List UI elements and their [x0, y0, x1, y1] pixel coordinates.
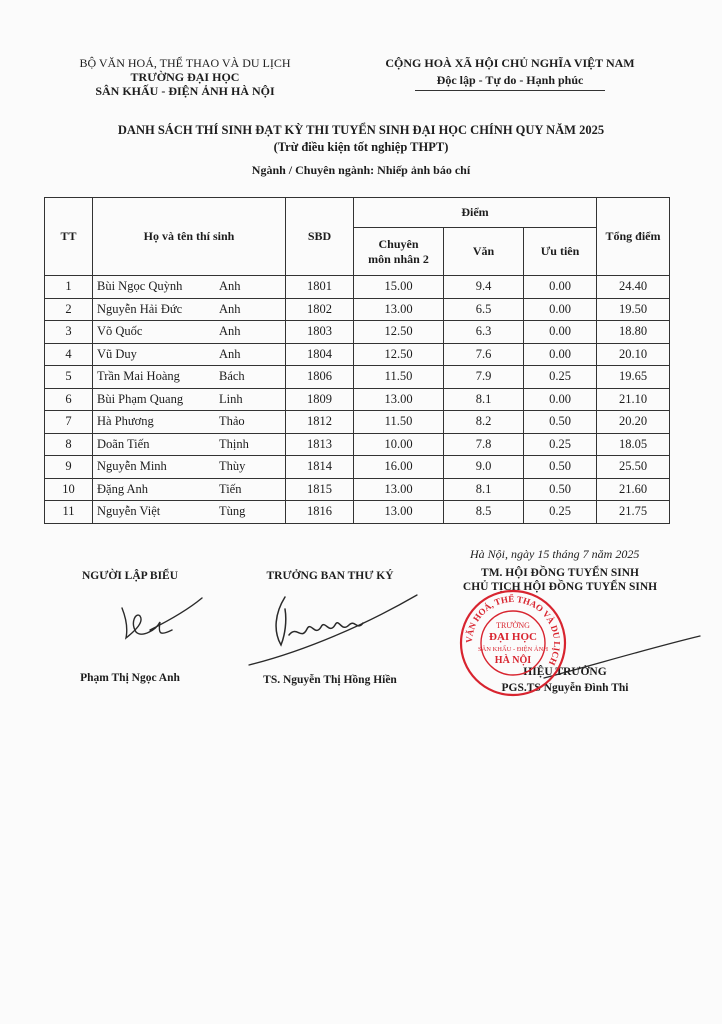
score-total: 20.20: [597, 411, 670, 434]
seal-ring-text: VĂN HOÁ, THỂ THAO VÀ DU LỊCH: [463, 593, 563, 667]
candidate-surname: Vũ Duy: [97, 346, 137, 361]
ministry-name: BỘ VĂN HOÁ, THỂ THAO VÀ DU LỊCH: [79, 56, 291, 70]
score-literature: 8.1: [444, 388, 524, 411]
score-literature: 8.2: [444, 411, 524, 434]
score-specialty: 11.50: [354, 366, 444, 389]
score-specialty: 13.00: [354, 501, 444, 524]
header-specialty: Chuyên môn nhân 2: [354, 228, 444, 276]
candidate-given-name: Thùy: [219, 459, 246, 474]
candidate-surname: Nguyễn Minh: [97, 459, 167, 474]
row-number: 2: [45, 298, 93, 321]
score-literature: 7.8: [444, 433, 524, 456]
candidate-sbd: 1812: [286, 411, 354, 434]
country-name: CỘNG HOÀ XÃ HỘI CHỦ NGHĨA VIỆT NAM: [385, 56, 635, 70]
candidate-given-name: Anh: [219, 279, 241, 294]
score-specialty: 10.00: [354, 433, 444, 456]
candidate-given-name: Anh: [219, 301, 241, 316]
candidate-name: [93, 501, 286, 524]
table-row: [45, 388, 670, 411]
candidate-surname: Bùi Ngọc Quỳnh: [97, 279, 183, 294]
score-literature: 9.4: [444, 276, 524, 299]
candidate-surname: Bùi Phạm Quang: [97, 391, 184, 406]
table-row: [45, 366, 670, 389]
score-total: 18.05: [597, 433, 670, 456]
table-row: [45, 501, 670, 524]
score-priority: 0.25: [524, 433, 597, 456]
score-literature: 7.6: [444, 343, 524, 366]
candidate-surname: Doãn Tiến: [97, 436, 150, 451]
row-number: 10: [45, 478, 93, 501]
document-title: DANH SÁCH THÍ SINH ĐẠT KỲ THI TUYỂN SINH ĐẠI HỌC CHÍNH QUY NĂM 2025: [117, 123, 605, 137]
score-literature: 8.5: [444, 501, 524, 524]
candidate-name: [93, 298, 286, 321]
score-specialty: 15.00: [354, 276, 444, 299]
score-specialty: 11.50: [354, 411, 444, 434]
header-name: Họ và tên thí sinh: [93, 198, 286, 276]
rector-name: PGS.TS Nguyễn Đình Thi: [501, 682, 629, 694]
table-row: [45, 321, 670, 344]
score-priority: 0.50: [524, 456, 597, 479]
header-score-group: Điểm: [354, 198, 597, 228]
score-literature: 6.3: [444, 321, 524, 344]
preparer-signature: [100, 590, 210, 650]
candidate-surname: Nguyễn Việt: [97, 504, 161, 519]
secretary-name: TS. Nguyễn Thị Hồng Hiền: [263, 674, 397, 686]
score-literature: 7.9: [444, 366, 524, 389]
council-title-line1: TM. HỘI ĐỒNG TUYỂN SINH: [481, 567, 639, 579]
score-literature: 6.5: [444, 298, 524, 321]
score-specialty: 13.00: [354, 388, 444, 411]
row-number: 7: [45, 411, 93, 434]
seal-line1: TRƯỜNG: [496, 621, 530, 630]
row-number: 9: [45, 456, 93, 479]
header-priority: Ưu tiên: [524, 228, 597, 276]
candidate-given-name: Bách: [219, 369, 245, 384]
header-literature: Văn: [444, 228, 524, 276]
table-row: [45, 298, 670, 321]
preparer-title: NGƯỜI LẬP BIỂU: [81, 570, 179, 582]
candidate-surname: Võ Quốc: [97, 324, 143, 339]
row-number: 8: [45, 433, 93, 456]
candidate-name: [93, 321, 286, 344]
admission-table: [44, 197, 670, 524]
major-line: Ngành / Chuyên ngành: Nhiếp ảnh báo chí: [251, 163, 471, 177]
row-number: 4: [45, 343, 93, 366]
table-row: [45, 456, 670, 479]
national-motto: Độc lập - Tự do - Hạnh phúc: [415, 72, 606, 91]
table-row: [45, 276, 670, 299]
official-seal: [458, 588, 568, 698]
candidate-given-name: Linh: [219, 391, 243, 406]
candidate-given-name: Thịnh: [219, 436, 249, 451]
signing-date: Hà Nội, ngày 15 tháng 7 năm 2025: [470, 547, 640, 561]
score-specialty: 13.00: [354, 478, 444, 501]
score-specialty: 16.00: [354, 456, 444, 479]
council-title-line2: CHỦ TỊCH HỘI ĐỒNG TUYỂN SINH: [462, 581, 658, 593]
table-row: [45, 343, 670, 366]
score-priority: 0.00: [524, 298, 597, 321]
candidate-sbd: 1806: [286, 366, 354, 389]
score-total: 20.10: [597, 343, 670, 366]
row-number: 11: [45, 501, 93, 524]
candidate-name: [93, 433, 286, 456]
row-number: 6: [45, 388, 93, 411]
score-priority: 0.00: [524, 321, 597, 344]
rector-title: HIỆU TRƯỞNG: [523, 666, 607, 678]
candidate-given-name: Thảo: [219, 414, 245, 429]
score-priority: 0.25: [524, 366, 597, 389]
score-total: 21.60: [597, 478, 670, 501]
seal-line4: HÀ NỘI: [494, 655, 532, 666]
candidate-given-name: Tùng: [219, 504, 246, 519]
score-specialty: 13.00: [354, 298, 444, 321]
school-name-line1: TRƯỜNG ĐẠI HỌC: [130, 70, 240, 84]
candidate-name: [93, 366, 286, 389]
score-specialty: 12.50: [354, 343, 444, 366]
score-specialty: 12.50: [354, 321, 444, 344]
candidate-name: [93, 343, 286, 366]
score-total: 21.75: [597, 501, 670, 524]
document-subtitle: (Trừ điều kiện tốt nghiệp THPT): [273, 140, 449, 154]
table-row: [45, 411, 670, 434]
national-heading: [380, 55, 640, 91]
table-row: [45, 478, 670, 501]
candidate-sbd: 1801: [286, 276, 354, 299]
score-total: 19.65: [597, 366, 670, 389]
score-total: 19.50: [597, 298, 670, 321]
candidate-sbd: 1809: [286, 388, 354, 411]
candidate-name: [93, 478, 286, 501]
score-priority: 0.25: [524, 501, 597, 524]
header-tt: TT: [45, 198, 93, 276]
score-priority: 0.00: [524, 388, 597, 411]
seal-line2: ĐẠI HỌC: [489, 631, 537, 643]
score-priority: 0.50: [524, 478, 597, 501]
score-total: 24.40: [597, 276, 670, 299]
score-total: 21.10: [597, 388, 670, 411]
candidate-sbd: 1814: [286, 456, 354, 479]
table-row: [45, 433, 670, 456]
preparer-name: Phạm Thị Ngọc Anh: [80, 672, 180, 684]
candidate-sbd: 1802: [286, 298, 354, 321]
candidate-sbd: 1813: [286, 433, 354, 456]
secretary-title: TRƯỞNG BAN THƯ KÝ: [266, 570, 394, 582]
candidate-sbd: 1815: [286, 478, 354, 501]
row-number: 5: [45, 366, 93, 389]
row-number: 3: [45, 321, 93, 344]
candidate-given-name: Anh: [219, 324, 241, 339]
score-priority: 0.00: [524, 343, 597, 366]
candidate-surname: Đặng Anh: [97, 481, 149, 496]
score-priority: 0.00: [524, 276, 597, 299]
score-total: 25.50: [597, 456, 670, 479]
candidate-name: [93, 388, 286, 411]
issuer-block: [60, 56, 310, 98]
candidate-sbd: 1816: [286, 501, 354, 524]
candidate-surname: Nguyễn Hải Đức: [97, 301, 183, 316]
score-priority: 0.50: [524, 411, 597, 434]
seal-line3: SÂN KHẤU - ĐIỆN ẢNH: [477, 646, 549, 653]
candidate-name: [93, 276, 286, 299]
header-sbd: SBD: [286, 198, 354, 276]
candidate-surname: Trần Mai Hoàng: [97, 369, 180, 384]
candidate-sbd: 1804: [286, 343, 354, 366]
row-number: 1: [45, 276, 93, 299]
secretary-signature: [245, 585, 425, 670]
score-literature: 9.0: [444, 456, 524, 479]
candidate-name: [93, 456, 286, 479]
candidate-given-name: Tiến: [219, 481, 242, 496]
candidate-given-name: Anh: [219, 346, 241, 361]
school-name-line2: SÂN KHẤU - ĐIỆN ẢNH HÀ NỘI: [95, 84, 275, 98]
score-literature: 8.1: [444, 478, 524, 501]
candidate-name: [93, 411, 286, 434]
candidate-sbd: 1803: [286, 321, 354, 344]
score-total: 18.80: [597, 321, 670, 344]
candidate-surname: Hà Phương: [97, 414, 154, 429]
header-total: Tổng điểm: [597, 198, 670, 276]
